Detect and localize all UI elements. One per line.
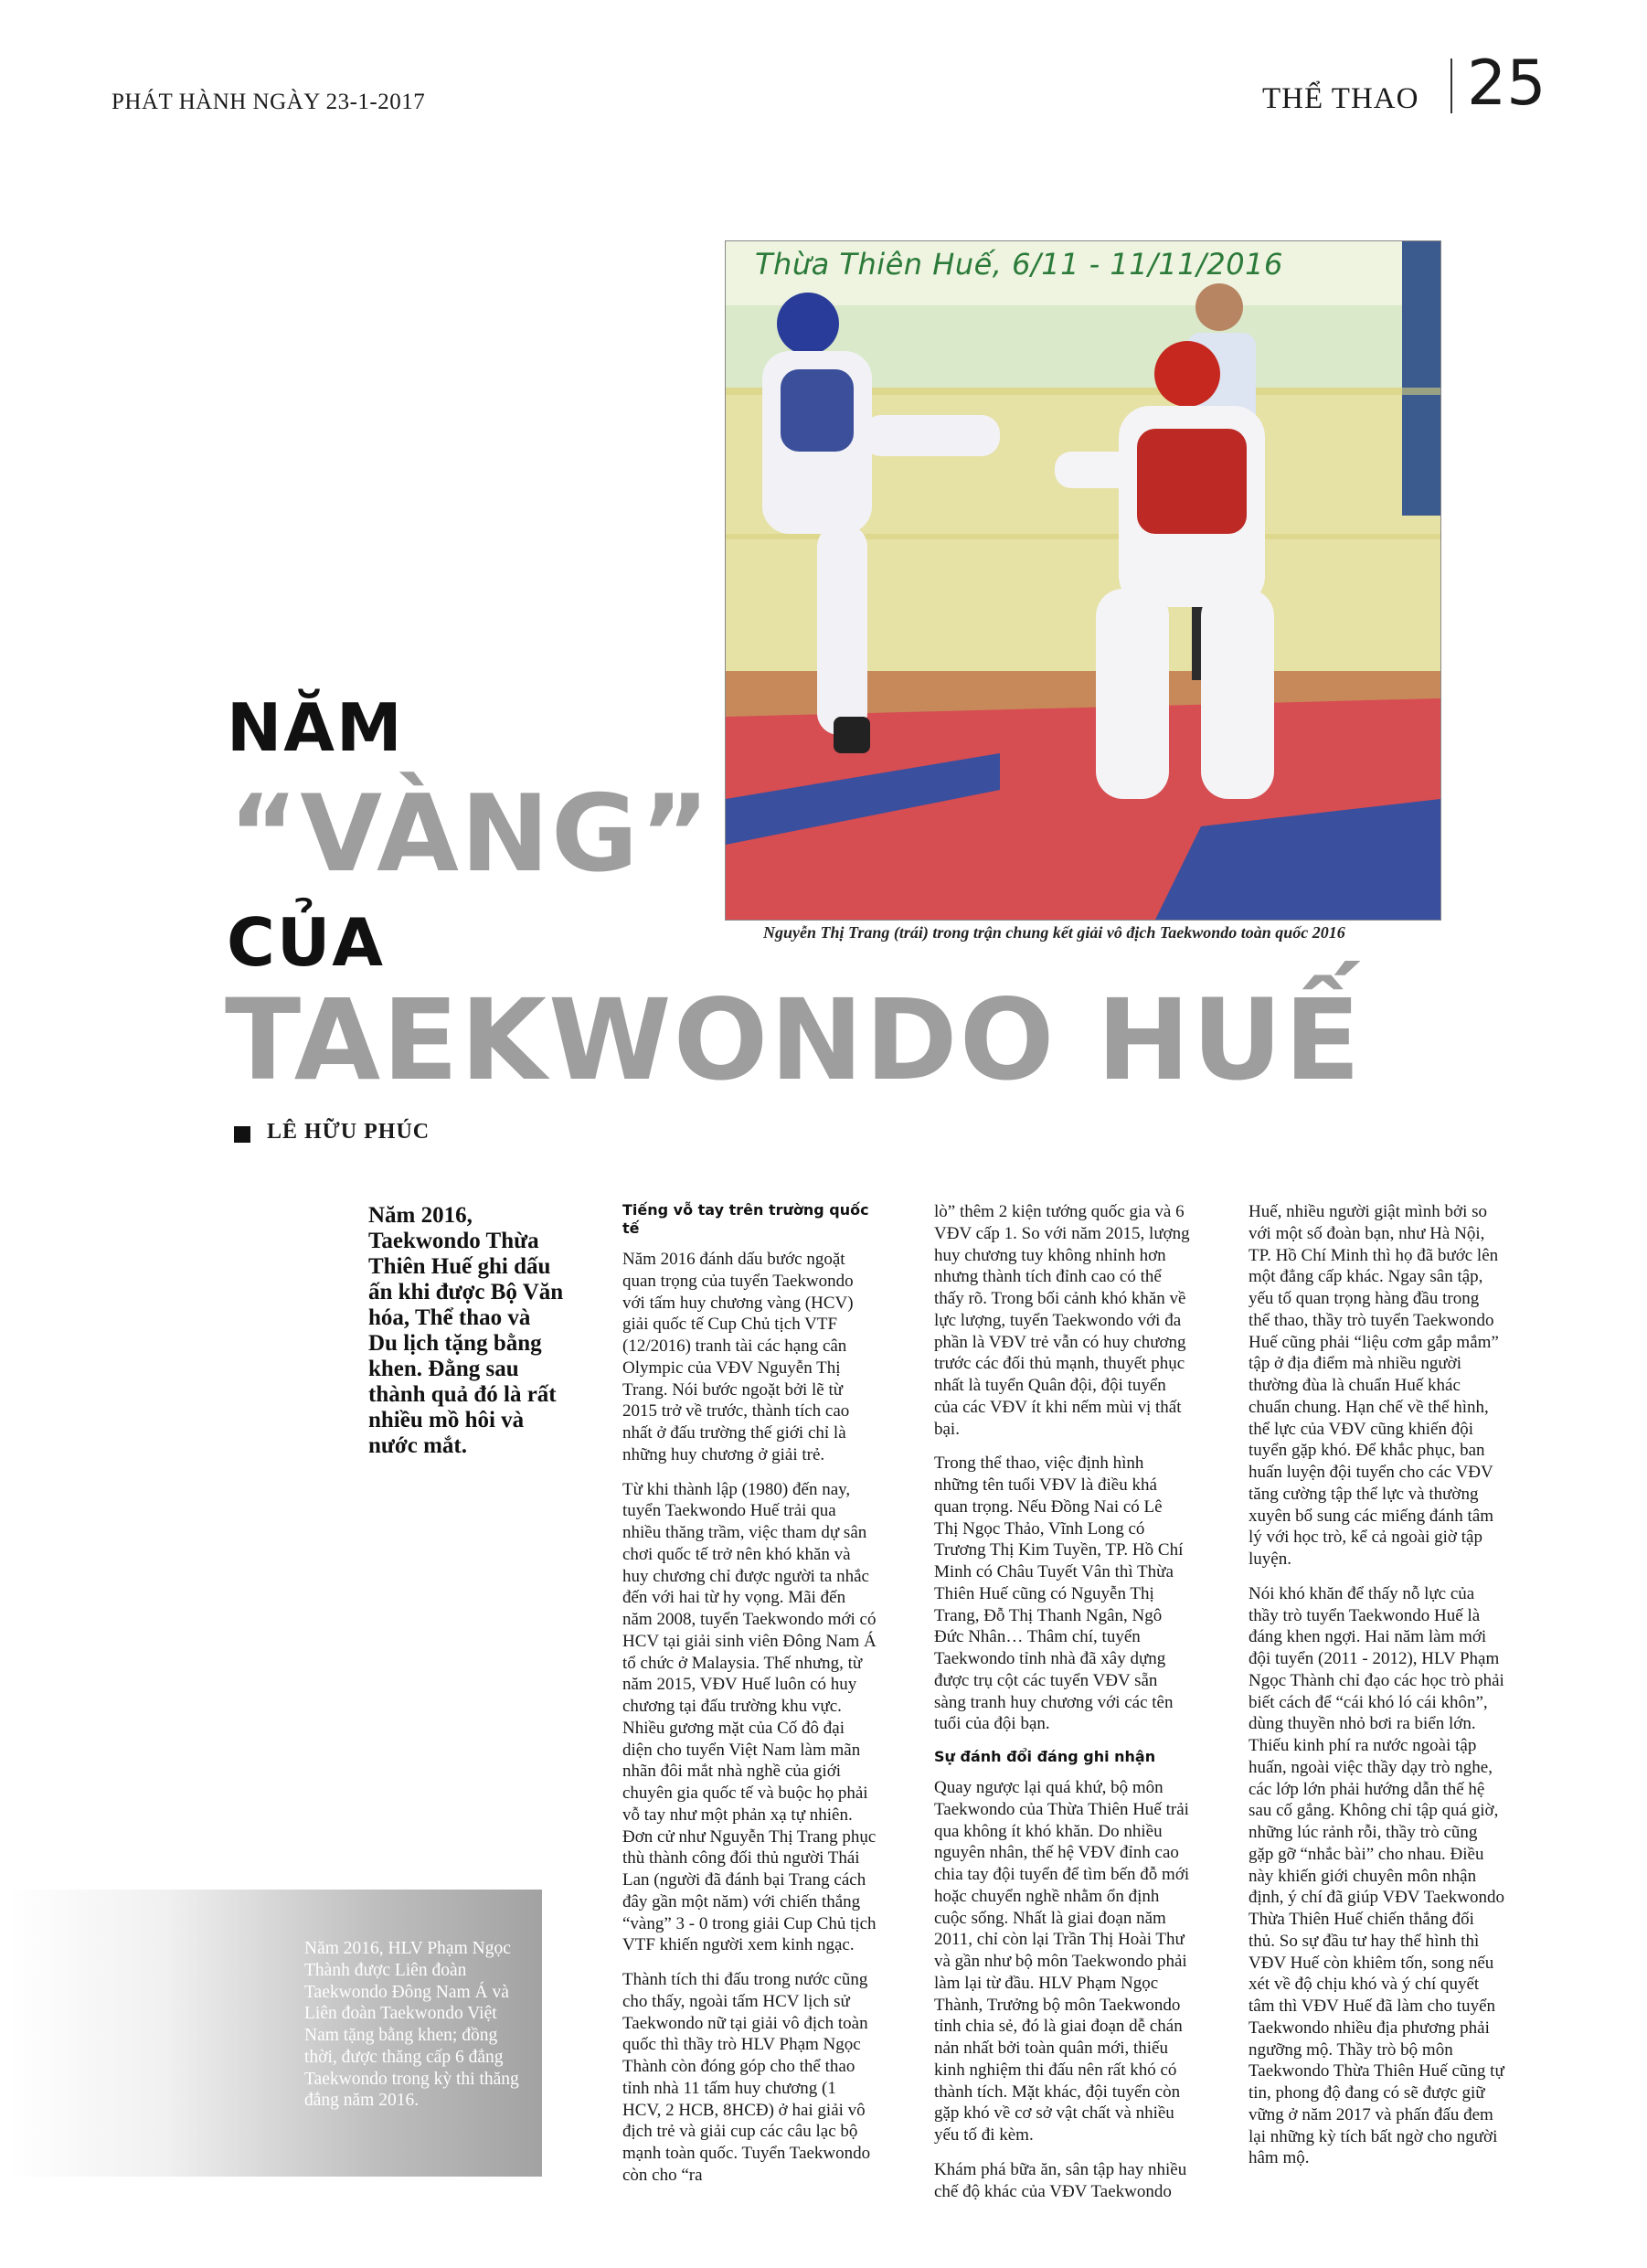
taekwondo-match-photo (725, 240, 1441, 921)
paragraph: Quay ngược lại quá khứ, bộ môn Taekwondo của Thừa Thiên Huế trải qua không ít khó khăn. Do nhiều nguyên nhân, thế hệ VĐV đỉnh cao chia tay đội tuyển để tìm bến đỗ mới hoặc chuyển nghề nhằm ổn định cuộc sống. Nhất là giai đoạn năm 2011, chỉ còn lại Trần Thị Hoài Thư và gần như bộ môn Taekwondo phải làm lại từ đầu. HLV Phạm Ngọc Thành, Trưởng bộ môn Taekwondo tỉnh chia sẻ, đó là giai đoạn dễ chán nản nhất bởi toàn quân mới, thiếu kinh nghiệm thi đấu nên rất khó có thành tích. Mặt khác, đội tuyển còn gặp khó về cơ sở vật chất và nhiều yếu tố đi kèm. (934, 1778, 1190, 2145)
title-line-2: “VÀNG” (228, 772, 712, 896)
section-name: THỂ THAO (1262, 82, 1419, 115)
paragraph: Huế, nhiều người giật mình bởi so với một số đoàn bạn, như Hà Nội, TP. Hồ Chí Minh thì họ đã bước lên một đẳng cấp khác. Ngay sân tập, yếu tố quan trọng hàng đầu trong thể thao, thầy trò tuyển Taekwondo Huế cũng phải “liệu cơm gắp mắm” tập ở địa điểm mà nhiều người thường đùa là chuẩn Huế khác chuẩn chung. Hạn chế về thể hình, thể lực của VĐV cũng khiến đội tuyển gặp khó. Để khắc phục, ban huấn luyện đội tuyển cho các VĐV tăng cường tập thể lực và thường xuyên bổ sung các miếng đánh tâm lý với học trò, kể cả ngoài giờ tập luyện. (1249, 1202, 1499, 1569)
byline-square-icon (234, 1126, 250, 1143)
paragraph: Thành tích thi đấu trong nước cũng cho thấy, ngoài tấm HCV lịch sử Taekwondo nữ tại giải vô địch toàn quốc thì thầy trò HLV Phạm Ngọc Thành còn đóng góp cho thể thao tỉnh nhà 11 tấm huy chương (1 HCV, 2 HCB, 8HCĐ) ở hai giải vô địch trẻ và giải cup các câu lạc bộ mạnh toàn quốc. Tuyển Taekwondo còn cho “ra (622, 1970, 871, 2185)
paragraph: Từ khi thành lập (1980) đến nay, tuyển Taekwondo Huế trải qua nhiều thăng trầm, việc tham dự sân chơi quốc tế trở nên khó khăn và huy chương chỉ được người ta nhắc đến với hai từ hy vọng. Mãi đến năm 2008, tuyển Taekwondo mới có HCV tại giải sinh viên Đông Nam Á tổ chức ở Malaysia. Thế nhưng, từ năm 2015, VĐV Huế luôn có huy chương tại đấu trường khu vực. Nhiều gương mặt của Cố đô đại diện cho tuyển Việt Nam làm mãn nhãn đôi mắt nhà nghề của giới chuyên gia quốc tế và buộc họ phải vỗ tay như một phản xạ tự nhiên. Đơn cử như Nguyễn Thị Trang phục thù thành công đối thủ người Thái Lan (người đã đánh bại Trang cách đây gần một năm) với chiến thắng “vàng” 3 - 0 trong giải Cup Chủ tịch VTF khiến người xem kinh ngạc. (622, 1479, 877, 1955)
paragraph: Khám phá bữa ăn, sân tập hay nhiều chế độ khác của VĐV Taekwondo (934, 2159, 1187, 2201)
photo-banner-text: Thừa Thiên Huế, 6/11 - 11/11/2016 (755, 247, 1283, 282)
issue-date: PHÁT HÀNH NGÀY 23-1-2017 (112, 90, 426, 114)
sidebox-text: Năm 2016, HLV Phạm Ngọc Thành được Liên đoàn Taekwondo Đông Nam Á và Liên đoàn Taekwondo Việt Nam tặng bằng khen; đồng thời, được thăng cấp 6 đẳng Taekwondo trong kỳ thi thăng đẳng năm 2016. (304, 1939, 519, 2111)
subheading: Sự đánh đổi đáng ghi nhận (934, 1748, 1156, 1765)
photo-illustration (726, 241, 1440, 920)
paragraph: Trong thể thao, việc định hình những tên tuổi VĐV là điều khá quan trọng. Nếu Đồng Nai có Lê Thị Ngọc Thảo, Vĩnh Long có Trương Thị Kim Tuyền, TP. Hồ Chí Minh có Châu Tuyết Vân thì Thừa Thiên Huế cũng có Nguyễn Thị Trang, Đỗ Thị Thanh Ngân, Ngô Đức Nhân… Thâm chí, tuyển Taekwondo tỉnh nhà đã xây dựng được trụ cột các tuyển VĐV sẵn sàng tranh huy chương với các tên tuổi của đội bạn. (934, 1453, 1184, 1734)
title-line-4: TAEKWONDO HUẾ (225, 975, 1363, 1105)
paragraph: Nói khó khăn để thấy nỗ lực của thầy trò tuyển Taekwondo Huế là đáng khen ngợi. Hai năm làm mới đội tuyển (2011 - 2012), HLV Phạm Ngọc Thành chỉ đạo các học trò phải biết cách để “cái khó ló cái khôn”, dùng thuyền nhỏ bơi ra biển lớn. Thiếu kinh phí ra nước ngoài tập huấn, ngoài việc thầy dạy trò nghe, các lớp lớn phải hướng dẫn thế hệ sau cố gắng. Không chỉ tập quá giờ, những lúc rảnh rỗi, thầy trò cũng gặp gỡ “nhắc bài” cho nhau. Điều này khiến giới chuyên môn nhận định, ý chí đã giúp VĐV Taekwondo Thừa Thiên Huế chiến thắng đối thủ. So sự đầu tư hay thể hình thì VĐV Huế còn khiêm tốn, song nếu xét về độ chịu khó và ý chí quyết tâm thì VĐV Huế đã làm cho tuyển Taekwondo nhiều địa phương phải ngưỡng mộ. Thầy trò bộ môn Taekwondo Thừa Thiên Huế cũng tự tin, phong độ đang có sẽ được giữ vững ở năm 2017 và phấn đấu đem lại những kỳ tích bất ngờ cho người hâm mộ. (1249, 1583, 1504, 2168)
page-number: 25 (1467, 48, 1546, 120)
paragraph: lò” thêm 2 kiện tướng quốc gia và 6 VĐV cấp 1. So với năm 2015, lượng huy chương tuy không nhỉnh hơn nhưng thành tích đỉnh cao có thể thấy rõ. Trong bối cảnh khó khăn về lực lượng, tuyển Taekwondo với đa phần là VĐV trẻ vẫn có huy chương trước các đối thủ mạnh, thuyết phục nhất là tuyển Quân đội, đội tuyển của các VĐV ít khi nếm mùi vị thất bại. (934, 1202, 1190, 1439)
title-line-3: CỦA (227, 904, 386, 981)
header-divider (1450, 59, 1452, 113)
article-column-1 (622, 1201, 878, 2199)
article-column-2 (934, 1201, 1190, 2215)
lead-paragraph: Năm 2016, Taekwondo Thừa Thiên Huế ghi dấu ấn khi được Bộ Văn hóa, Thể thao và Du lịch tặng bằng khen. Đằng sau thành quả đó là rất nhiều mồ hôi và nước mắt. (368, 1203, 564, 1458)
byline: LÊ HỮU PHÚC (267, 1120, 430, 1144)
paragraph: Năm 2016 đánh dấu bước ngoặt quan trọng của tuyển Taekwondo với tấm huy chương vàng (HCV) giải quốc tế Cup Chủ tịch VTF (12/2016) tranh tài các hạng cân Olympic của VĐV Nguyễn Thị Trang. Nói bước ngoặt bởi lẽ từ 2015 trở về trước, thành tích cao nhất ở đấu trường thế giới chỉ là những huy chương ở giải trẻ. (622, 1250, 854, 1464)
photo-caption: Nguyễn Thị Trang (trái) trong trận chung kết giải vô địch Taekwondo toàn quốc 2016 (763, 923, 1345, 942)
article-column-3 (1249, 1201, 1504, 2182)
subheading: Tiếng vỗ tay trên trường quốc tế (622, 1201, 869, 1237)
title-line-1: NĂM (227, 689, 404, 766)
